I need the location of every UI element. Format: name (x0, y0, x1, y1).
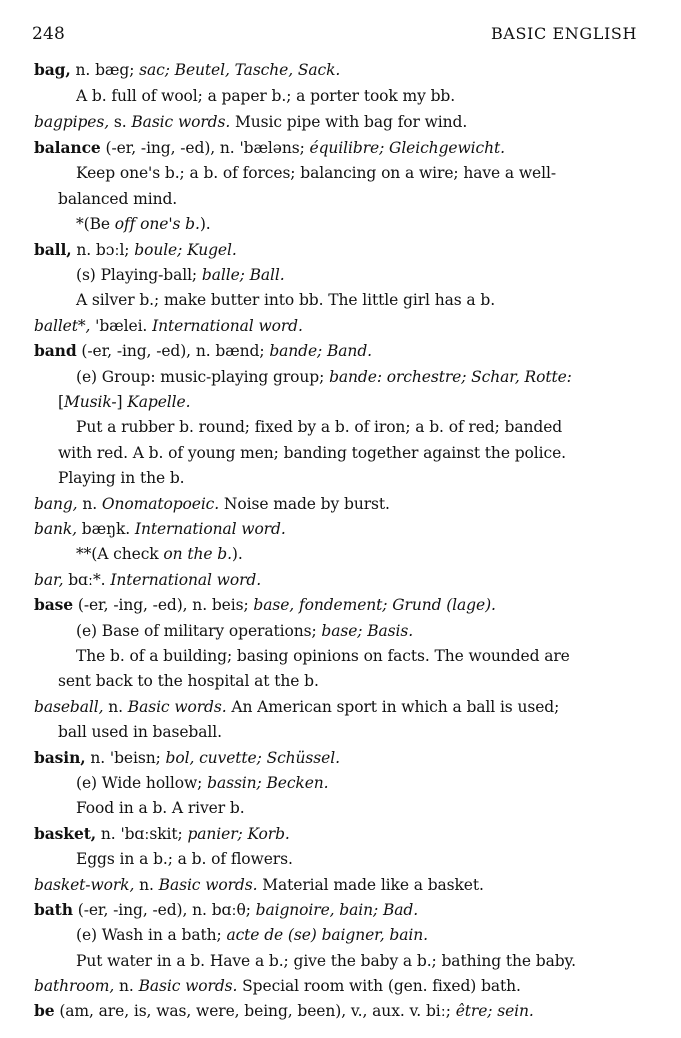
italic-text: bar, (34, 571, 64, 589)
text-run: (-er, -ing, -ed), n. beis; (73, 596, 254, 614)
italic-text: équilibre; Gleichgewicht. (309, 139, 505, 157)
headword: bag, (34, 60, 71, 79)
entry-line (76, 544, 243, 564)
entry-line (76, 265, 285, 285)
text-run: s. (109, 113, 132, 131)
text-run: An American sport in which a ball is used; (226, 698, 560, 716)
text-run: ). (199, 215, 211, 233)
italic-text: Musik- (63, 393, 117, 411)
text-run: A silver b.; make butter into bb. The little girl has a b. (76, 291, 496, 309)
entry-line (34, 748, 340, 768)
text-run: [ (58, 393, 64, 411)
text-run: bɑː*. (63, 571, 111, 589)
text-run: n. bæg; (70, 61, 140, 79)
entry-line (76, 86, 455, 106)
text-run: balanced mind. (58, 190, 178, 208)
text-run: Eggs in a b.; a b. of flowers. (76, 850, 293, 868)
headword: ball, (34, 240, 72, 259)
entry-line (76, 621, 413, 641)
italic-text: bank, (34, 520, 77, 538)
italic-text: Basic words. (158, 876, 258, 894)
entry-line (34, 824, 290, 844)
text-run: Material made like a basket. (257, 876, 484, 894)
italic-text: on the b. (163, 545, 232, 563)
text-run: 'bælei. (90, 317, 153, 335)
text-run: A b. full of wool; a paper b.; a porter took my bb. (76, 87, 456, 105)
text-run: Keep one's b.; a b. of forces; balancing on a wire; have a well- (76, 164, 556, 182)
entry-line (34, 900, 418, 920)
text-run: (e) Wide hollow; (76, 774, 208, 792)
entry-line (58, 468, 185, 488)
entry-line (76, 798, 245, 818)
italic-text: panier; Korb. (187, 825, 290, 843)
text-run: (e) Base of military operations; (76, 622, 322, 640)
entry-line (76, 163, 556, 183)
entry-line (34, 112, 467, 132)
italic-text: être; sein. (455, 1002, 534, 1020)
entry-line (34, 595, 496, 615)
headword: basket, (34, 824, 97, 843)
headword: balance (34, 138, 101, 157)
text-run: with red. A b. of young men; banding together against the police. (58, 444, 566, 462)
italic-text: Basic words. (138, 977, 238, 995)
entry-line (34, 519, 286, 539)
italic-text: Kapelle. (127, 393, 191, 411)
text-run: (s) Playing-ball; (76, 266, 202, 284)
entry-line (58, 189, 177, 209)
entry-line (34, 976, 521, 996)
entry-line (76, 646, 570, 666)
text-run: n. bɔːl; (71, 241, 135, 259)
running-title: BASIC ENGLISH (490, 24, 637, 43)
text-run: sent back to the hospital at the b. (58, 672, 319, 690)
italic-text: baignoire, bain; Bad. (255, 901, 419, 919)
italic-text: International word. (110, 571, 262, 589)
entry-line (76, 773, 329, 793)
headword: be (34, 1001, 55, 1020)
text-run: The b. of a building; basing opinions on facts. The wounded are (76, 647, 570, 665)
text-run: Special room with (gen. fixed) bath. (237, 977, 521, 995)
entry-line (76, 951, 576, 971)
entry-line (34, 341, 372, 361)
italic-text: balle; Ball. (201, 266, 285, 284)
entry-line (76, 925, 428, 945)
text-run: (-er, -ing, -ed), n. bɑːθ; (72, 901, 256, 919)
text-run: (e) Group: music-playing group; (76, 368, 330, 386)
entry-line (34, 494, 390, 514)
italic-text: International word. (134, 520, 286, 538)
text-run: Food in a b. A river b. (76, 799, 245, 817)
entry-line (58, 722, 222, 742)
entry-line (76, 214, 211, 234)
text-run: Playing in the b. (58, 469, 185, 487)
entry-line (34, 697, 559, 717)
entry-line (76, 367, 572, 387)
italic-text: boule; Kugel. (134, 241, 237, 259)
entry-line (76, 290, 495, 310)
text-run: n. (103, 698, 128, 716)
italic-text: sac; Beutel, Tasche, Sack. (139, 61, 341, 79)
text-run: ). (231, 545, 243, 563)
text-run: (e) Wash in a bath; (76, 926, 227, 944)
italic-text: bande; Band. (269, 342, 372, 360)
italic-text: base; Basis. (321, 622, 414, 640)
text-run: Put water in a b. Have a b.; give the baby a b.; bathing the baby. (76, 952, 576, 970)
text-run: n. (134, 876, 159, 894)
text-run: n. 'beisn; (85, 749, 166, 767)
italic-text: bagpipes, (34, 113, 110, 131)
headword: base (34, 595, 74, 614)
entry-line (76, 417, 562, 437)
italic-text: baseball, (34, 698, 104, 716)
entry-line (58, 392, 190, 412)
entry-line (34, 60, 340, 80)
text-run: Put a rubber b. round; fixed by a b. of iron; a b. of red; banded (76, 418, 563, 436)
entry-line (76, 849, 293, 869)
text-run: (-er, -ing, -ed), n. bænd; (76, 342, 270, 360)
text-run: n. 'bɑːskit; (96, 825, 188, 843)
italic-text: acte de (se) baigner, bain. (226, 926, 428, 944)
italic-text: bang, (34, 495, 78, 513)
italic-text: Basic words. (127, 698, 227, 716)
italic-text: base, fondement; Grund (lage). (253, 596, 496, 614)
italic-text: bathroom, (34, 977, 115, 995)
entry-line (34, 240, 237, 260)
entry-line (34, 570, 261, 590)
entry-line (34, 1001, 534, 1021)
text-run: (-er, -ing, -ed), n. 'bæləns; (100, 139, 310, 157)
italic-text: ballet*, (34, 317, 91, 335)
text-run: *(Be (76, 215, 115, 233)
headword: bath (34, 900, 73, 919)
headword: basin, (34, 748, 86, 767)
entry-line (58, 443, 566, 463)
text-run: n. (114, 977, 139, 995)
entry-line (58, 671, 319, 691)
text-run: bæŋk. (76, 520, 135, 538)
text-run: n. (77, 495, 102, 513)
entry-line (34, 875, 484, 895)
italic-text: bande: orchestre; Schar, Rotte: (329, 368, 572, 386)
italic-text: Onomatopoeic. (101, 495, 220, 513)
text-run: (am, are, is, was, were, being, been), v., aux. v. biː; (54, 1002, 456, 1020)
italic-text: basket-work, (34, 876, 135, 894)
italic-text: International word. (152, 317, 303, 335)
text-run: **(A check (76, 545, 164, 563)
headword: band (34, 341, 77, 360)
text-run: ball used in baseball. (58, 723, 222, 741)
italic-text: bassin; Becken. (207, 774, 329, 792)
text-run: ] (116, 393, 128, 411)
italic-text: bol, cuvette; Schüssel. (165, 749, 340, 767)
entry-line (34, 316, 303, 336)
italic-text: off one's b. (114, 215, 200, 233)
italic-text: Basic words. (131, 113, 231, 131)
text-run: Music pipe with bag for wind. (230, 113, 468, 131)
text-run: Noise made by burst. (219, 495, 390, 513)
entry-line (34, 138, 505, 158)
page-number: 248 (32, 24, 66, 44)
